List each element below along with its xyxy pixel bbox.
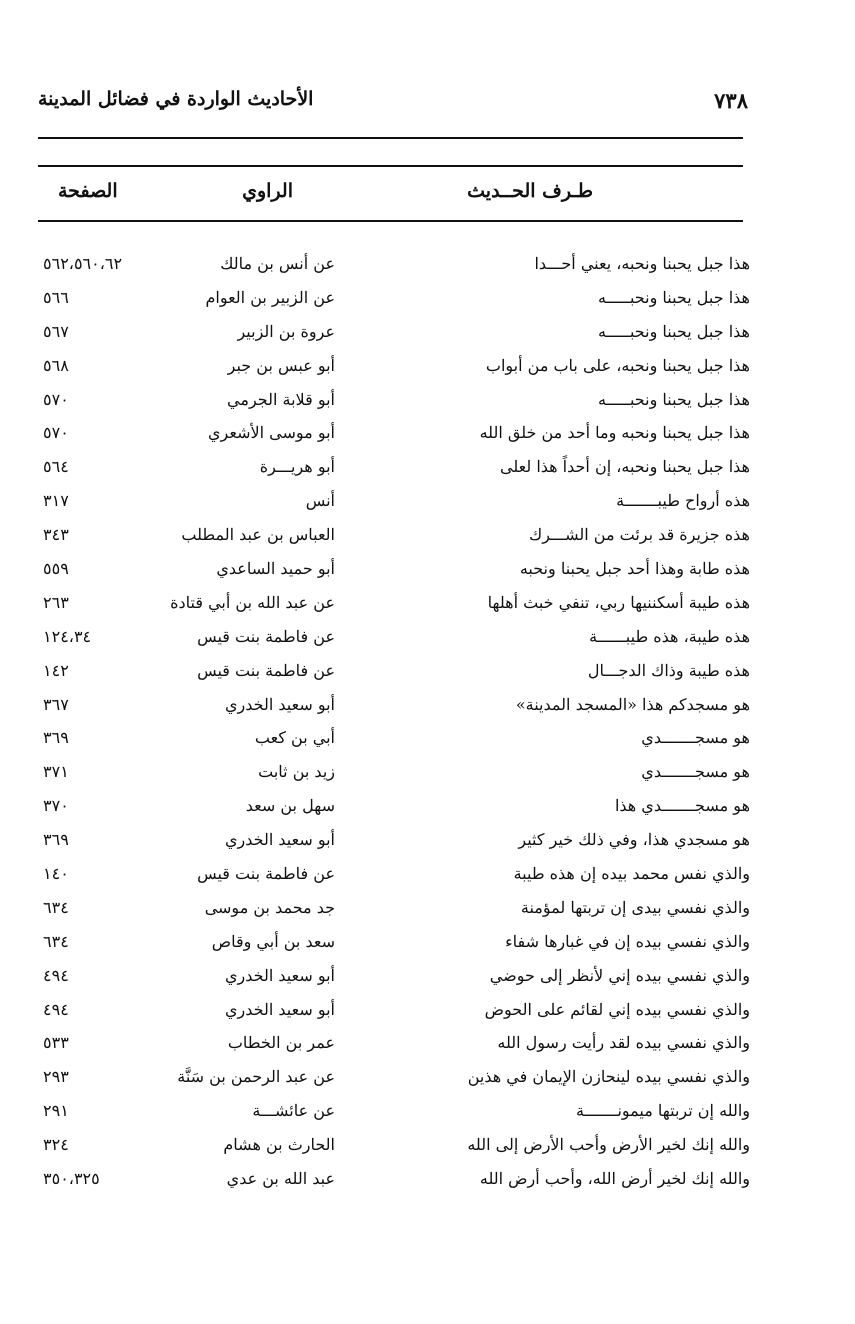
page-reference: ٣٦٧ [43, 694, 69, 714]
page-reference: ٣٧١ [43, 762, 69, 782]
page-reference: ١٢٤،٣٤ [43, 626, 92, 646]
table-row [38, 858, 750, 892]
hadith-text: هو مسجدكم هذا «المسجد المدينة» [515, 694, 750, 714]
page-reference: ٦٣٤ [43, 931, 69, 951]
narrator-name: أبو حميد الساعدي [216, 559, 335, 579]
page-reference: ٢٦٣ [43, 592, 69, 612]
narrator-name: أبو عبس بن جبر [227, 355, 335, 375]
narrator-name: عن فاطمة بنت قيس [197, 864, 335, 884]
narrator-name: أبو سعيد الخدري [225, 830, 335, 850]
hadith-text: هذه طيبة وذاك الدجـــال [587, 660, 750, 680]
page-reference: ٥٦٨ [43, 355, 69, 375]
hadith-text: والذي نفسي بيده إني لقائم على الحوض [484, 999, 750, 1019]
table-row [38, 451, 750, 485]
narrator-name: عن عبد الله بن أبي قتادة [170, 592, 335, 612]
hadith-text: والله إنك لخير أرض الله، وأحب أرض الله [479, 1169, 750, 1189]
page-reference: ١٤٠ [43, 864, 69, 884]
page-reference: ٥٧٠ [43, 389, 69, 409]
narrator-name: أنس [305, 491, 335, 511]
table-row [38, 1027, 750, 1061]
page-reference: ٤٩٤ [43, 999, 69, 1019]
page-reference: ٥٦٧ [43, 321, 69, 341]
table-top-rule [38, 165, 743, 167]
hadith-text: هذه طابة وهذا أحد جبل يحبنا ونحبه [519, 559, 750, 579]
hadith-text: هذا جبل يحبنا ونحبـــــه [597, 287, 750, 307]
narrator-name: عن فاطمة بنت قيس [197, 626, 335, 646]
hadith-text: والذي نفسي بيده إني لأنظر إلى حوضي [489, 965, 750, 985]
page-reference: ٥٦٦ [43, 287, 69, 307]
hadith-text: هذه طيبة أسكننيها ربي، تنفي خبث أهلها [487, 592, 750, 612]
table-row [38, 1163, 750, 1197]
hadith-text: والذي نفسي بيده إن في غبارها شفاء [505, 931, 750, 951]
hadith-text: والله إن تربتها ميمونـــــــة [576, 1101, 750, 1121]
header-divider [38, 137, 743, 139]
hadith-text: والذي نفسي بيدى إن تربتها لمؤمنة [520, 897, 750, 917]
page-reference: ٢٩١ [43, 1101, 69, 1121]
narrator-name: أبو سعيد الخدري [225, 694, 335, 714]
hadith-text: هذه جزيرة قد برئت من الشـــرك [529, 525, 750, 545]
page-reference: ٣١٧ [43, 491, 69, 511]
page-reference: ٣٥٠،٣٢٥ [43, 1169, 100, 1189]
hadith-text: هذا جبل يحبنا ونحبه وما أحد من خلق الله [479, 423, 750, 443]
narrator-name: جد محمد بن موسى [204, 897, 335, 917]
page-reference: ٥٦٤ [43, 457, 69, 477]
page-reference: ٥٦٢،٥٦٠،٦٢ [43, 254, 123, 273]
hadith-text: هذا جبل يحبنا ونحبـــــه [597, 389, 750, 409]
page-reference: ١٤٢ [43, 660, 69, 680]
table-header-rule [38, 220, 743, 222]
hadith-text: هو مسجـــــــدي هذا [614, 796, 750, 816]
narrator-name: عن عبد الرحمن بن سَنَّة [177, 1067, 335, 1087]
hadith-text: هذا جبل يحبنا ونحبه، إن أحداً هذا لعلى [500, 457, 750, 477]
table-row [38, 824, 750, 858]
narrator-name: عن أنس بن مالك [220, 254, 335, 273]
table-row [38, 790, 750, 824]
table-row [38, 417, 750, 451]
hadith-text: والله إنك لخير الأرض وأحب الأرض إلى الله [467, 1135, 750, 1155]
narrator-name: عبد الله بن عدي [226, 1169, 335, 1189]
table-row [38, 926, 750, 960]
narrator-name: أبي بن كعب [254, 728, 335, 748]
narrator-name: عن فاطمة بنت قيس [197, 660, 335, 680]
hadith-text: هو مسجـــــــدي [641, 762, 750, 782]
narrator-name: سعد بن أبي وقاص [211, 931, 335, 951]
hadith-text: هذا جبل يحبنا ونحبـــــه [597, 321, 750, 341]
table-row [38, 248, 750, 282]
narrator-name: الحارث بن هشام [223, 1135, 335, 1155]
hadith-text: هذه طيبة، هذه طيبــــــة [589, 626, 750, 646]
table-row [38, 350, 750, 384]
narrator-name: سهل بن سعد [245, 796, 335, 816]
table-row [38, 960, 750, 994]
page-header [38, 88, 748, 122]
table-row [38, 1129, 750, 1163]
hadith-text: هذا جبل يحبنا ونحبه، على باب من أبواب [485, 355, 750, 375]
page-reference: ٣٤٣ [43, 525, 69, 545]
hadith-text: والذي نفسي بيده لقد رأيت رسول الله [497, 1033, 750, 1053]
narrator-name: أبو سعيد الخدري [225, 965, 335, 985]
table-row [38, 553, 750, 587]
page-reference: ٣٢٤ [43, 1135, 69, 1155]
page-reference: ٣٦٩ [43, 830, 69, 850]
column-header-narrator: الراوي [242, 180, 293, 202]
hadith-text: هو مسجدي هذا، وفي ذلك خير كثير [518, 830, 750, 850]
hadith-text: هذه أرواح طيبـــــــة [616, 491, 750, 511]
hadith-text: والذي نفسي بيده لينحازن الإيمان في هذين [467, 1067, 750, 1087]
narrator-name: أبو قلابة الجرمي [227, 389, 335, 409]
narrator-name: أبو هريـــرة [259, 457, 335, 477]
table-row [38, 519, 750, 553]
narrator-name: عروة بن الزبير [237, 321, 335, 341]
table-row [38, 655, 750, 689]
table-row [38, 587, 750, 621]
table-column-headers [38, 180, 743, 214]
page-reference: ٥٣٣ [43, 1033, 69, 1053]
page-reference: ٢٩٣ [43, 1067, 69, 1087]
running-title: الأحاديث الواردة في فضائل المدينة [38, 88, 314, 110]
narrator-name: العباس بن عبد المطلب [181, 525, 335, 545]
narrator-name: أبو سعيد الخدري [225, 999, 335, 1019]
table-row [38, 722, 750, 756]
narrator-name: عن عائشـــة [252, 1101, 335, 1121]
hadith-text: هو مسجـــــــدي [641, 728, 750, 748]
hadith-text: هذا جبل يحبنا ونحبه، يعني أحـــدا [534, 254, 750, 273]
table-row [38, 994, 750, 1028]
table-row [38, 1095, 750, 1129]
narrator-name: عن الزبير بن العوام [205, 287, 335, 307]
narrator-name: أبو موسى الأشعري [208, 423, 335, 443]
table-row [38, 1061, 750, 1095]
page-reference: ٥٧٠ [43, 423, 69, 443]
hadith-index-table [38, 248, 750, 1197]
hadith-text: والذي نفس محمد بيده إن هذه طيبة [513, 864, 750, 884]
page-reference: ٣٦٩ [43, 728, 69, 748]
page-reference: ٥٥٩ [43, 559, 69, 579]
table-row [38, 892, 750, 926]
table-row [38, 282, 750, 316]
page-reference: ٣٧٠ [43, 796, 69, 816]
page-reference: ٤٩٤ [43, 965, 69, 985]
narrator-name: عمر بن الخطاب [227, 1033, 335, 1053]
table-row [38, 485, 750, 519]
table-row [38, 621, 750, 655]
page-number: ٧٣٨ [714, 88, 748, 113]
narrator-name: زيد بن ثابت [258, 762, 335, 782]
table-row [38, 384, 750, 418]
table-row [38, 756, 750, 790]
page-reference: ٦٣٤ [43, 897, 69, 917]
table-row [38, 689, 750, 723]
column-header-page: الصفحة [58, 180, 118, 202]
column-header-hadith: طـرف الحــديث [467, 180, 593, 202]
table-row [38, 316, 750, 350]
